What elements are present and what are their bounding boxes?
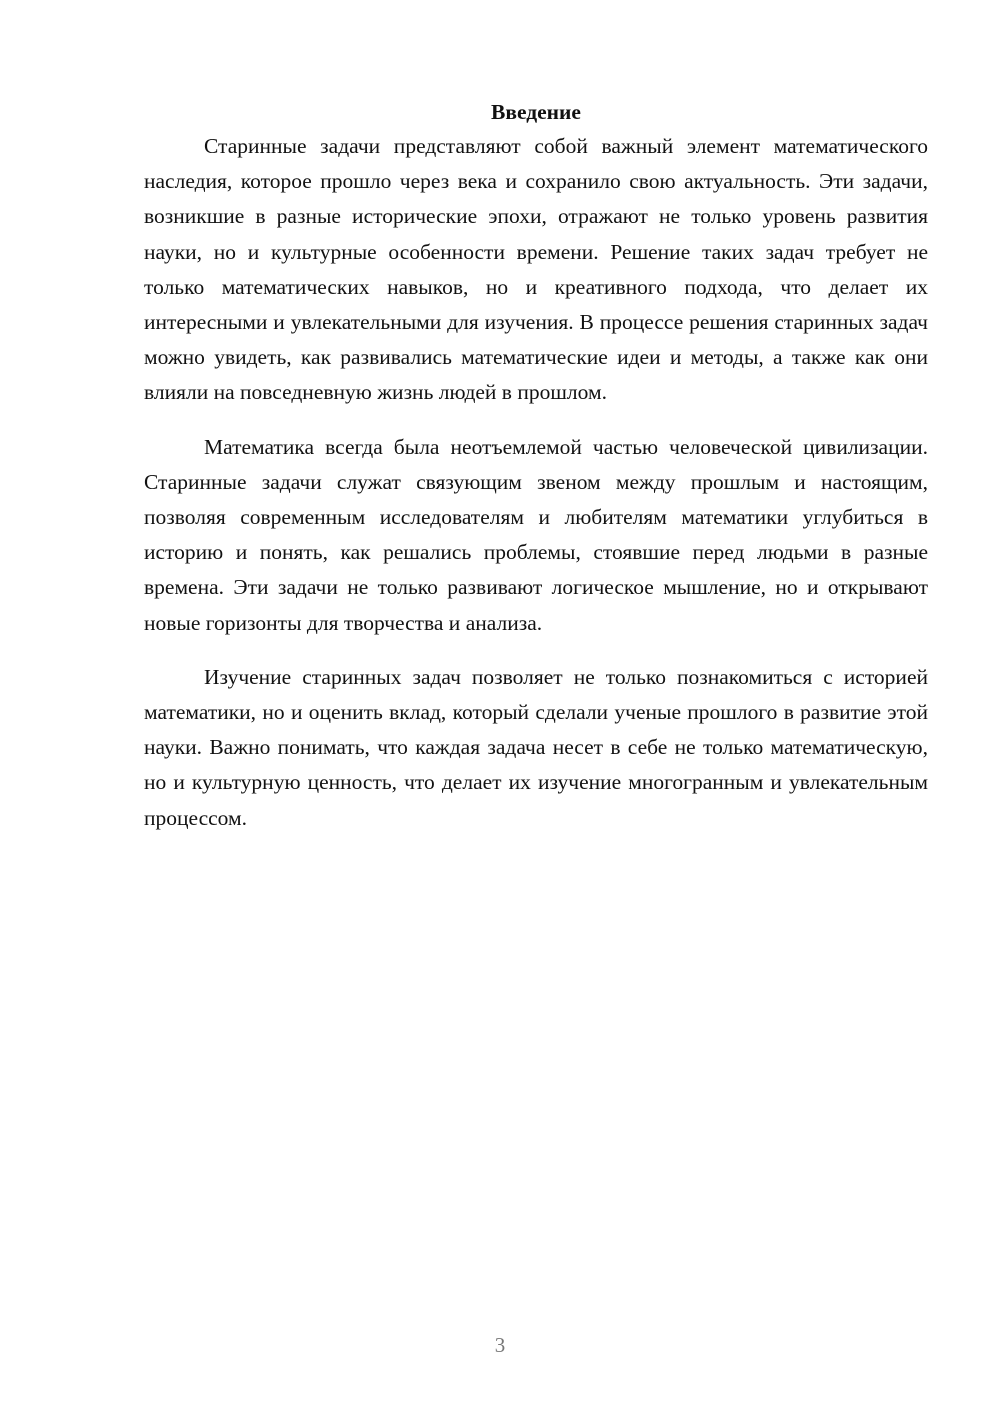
page-content xyxy=(144,96,928,855)
paragraph-1: Старинные задачи представляют собой важный элемент математического наследия, которое прошло через века и сохранило свою актуальность. Эти задачи, возникшие в разные исторические эпохи, отражают не только уровень развития науки, но и культурные особенности времени. Решение таких задач требует не только математических навыков, но и креативного подхода, что делает их интересными и увлекательными для изучения. В процессе решения старинных задач можно увидеть, как развивались математические идеи и методы, а также как они влияли на повседневную жизнь людей в прошлом. xyxy=(144,134,928,405)
page-number: 3 xyxy=(494,1333,506,1357)
section-title: Введение xyxy=(491,100,581,124)
paragraph-2: Математика всегда была неотъемлемой частью человеческой цивилизации. Старинные задачи служат связующим звеном между прошлым и настоящим, позволяя современным исследователям и любителям математики углубиться в историю и понять, как решались проблемы, стоявшие перед людьми в разные времена. Эти задачи не только развивают логическое мышление, но и открывают новые горизонты для творчества и анализа. xyxy=(144,434,928,635)
paragraph-3: Изучение старинных задач позволяет не только познакомиться с историей математики, но и оценить вклад, который сделали ученые прошлого в развитие этой науки. Важно понимать, что каждая задача несет в себе не только математическую, но и культурную ценность, что делает их изучение многогранным и увлекательным процессом. xyxy=(144,664,928,830)
